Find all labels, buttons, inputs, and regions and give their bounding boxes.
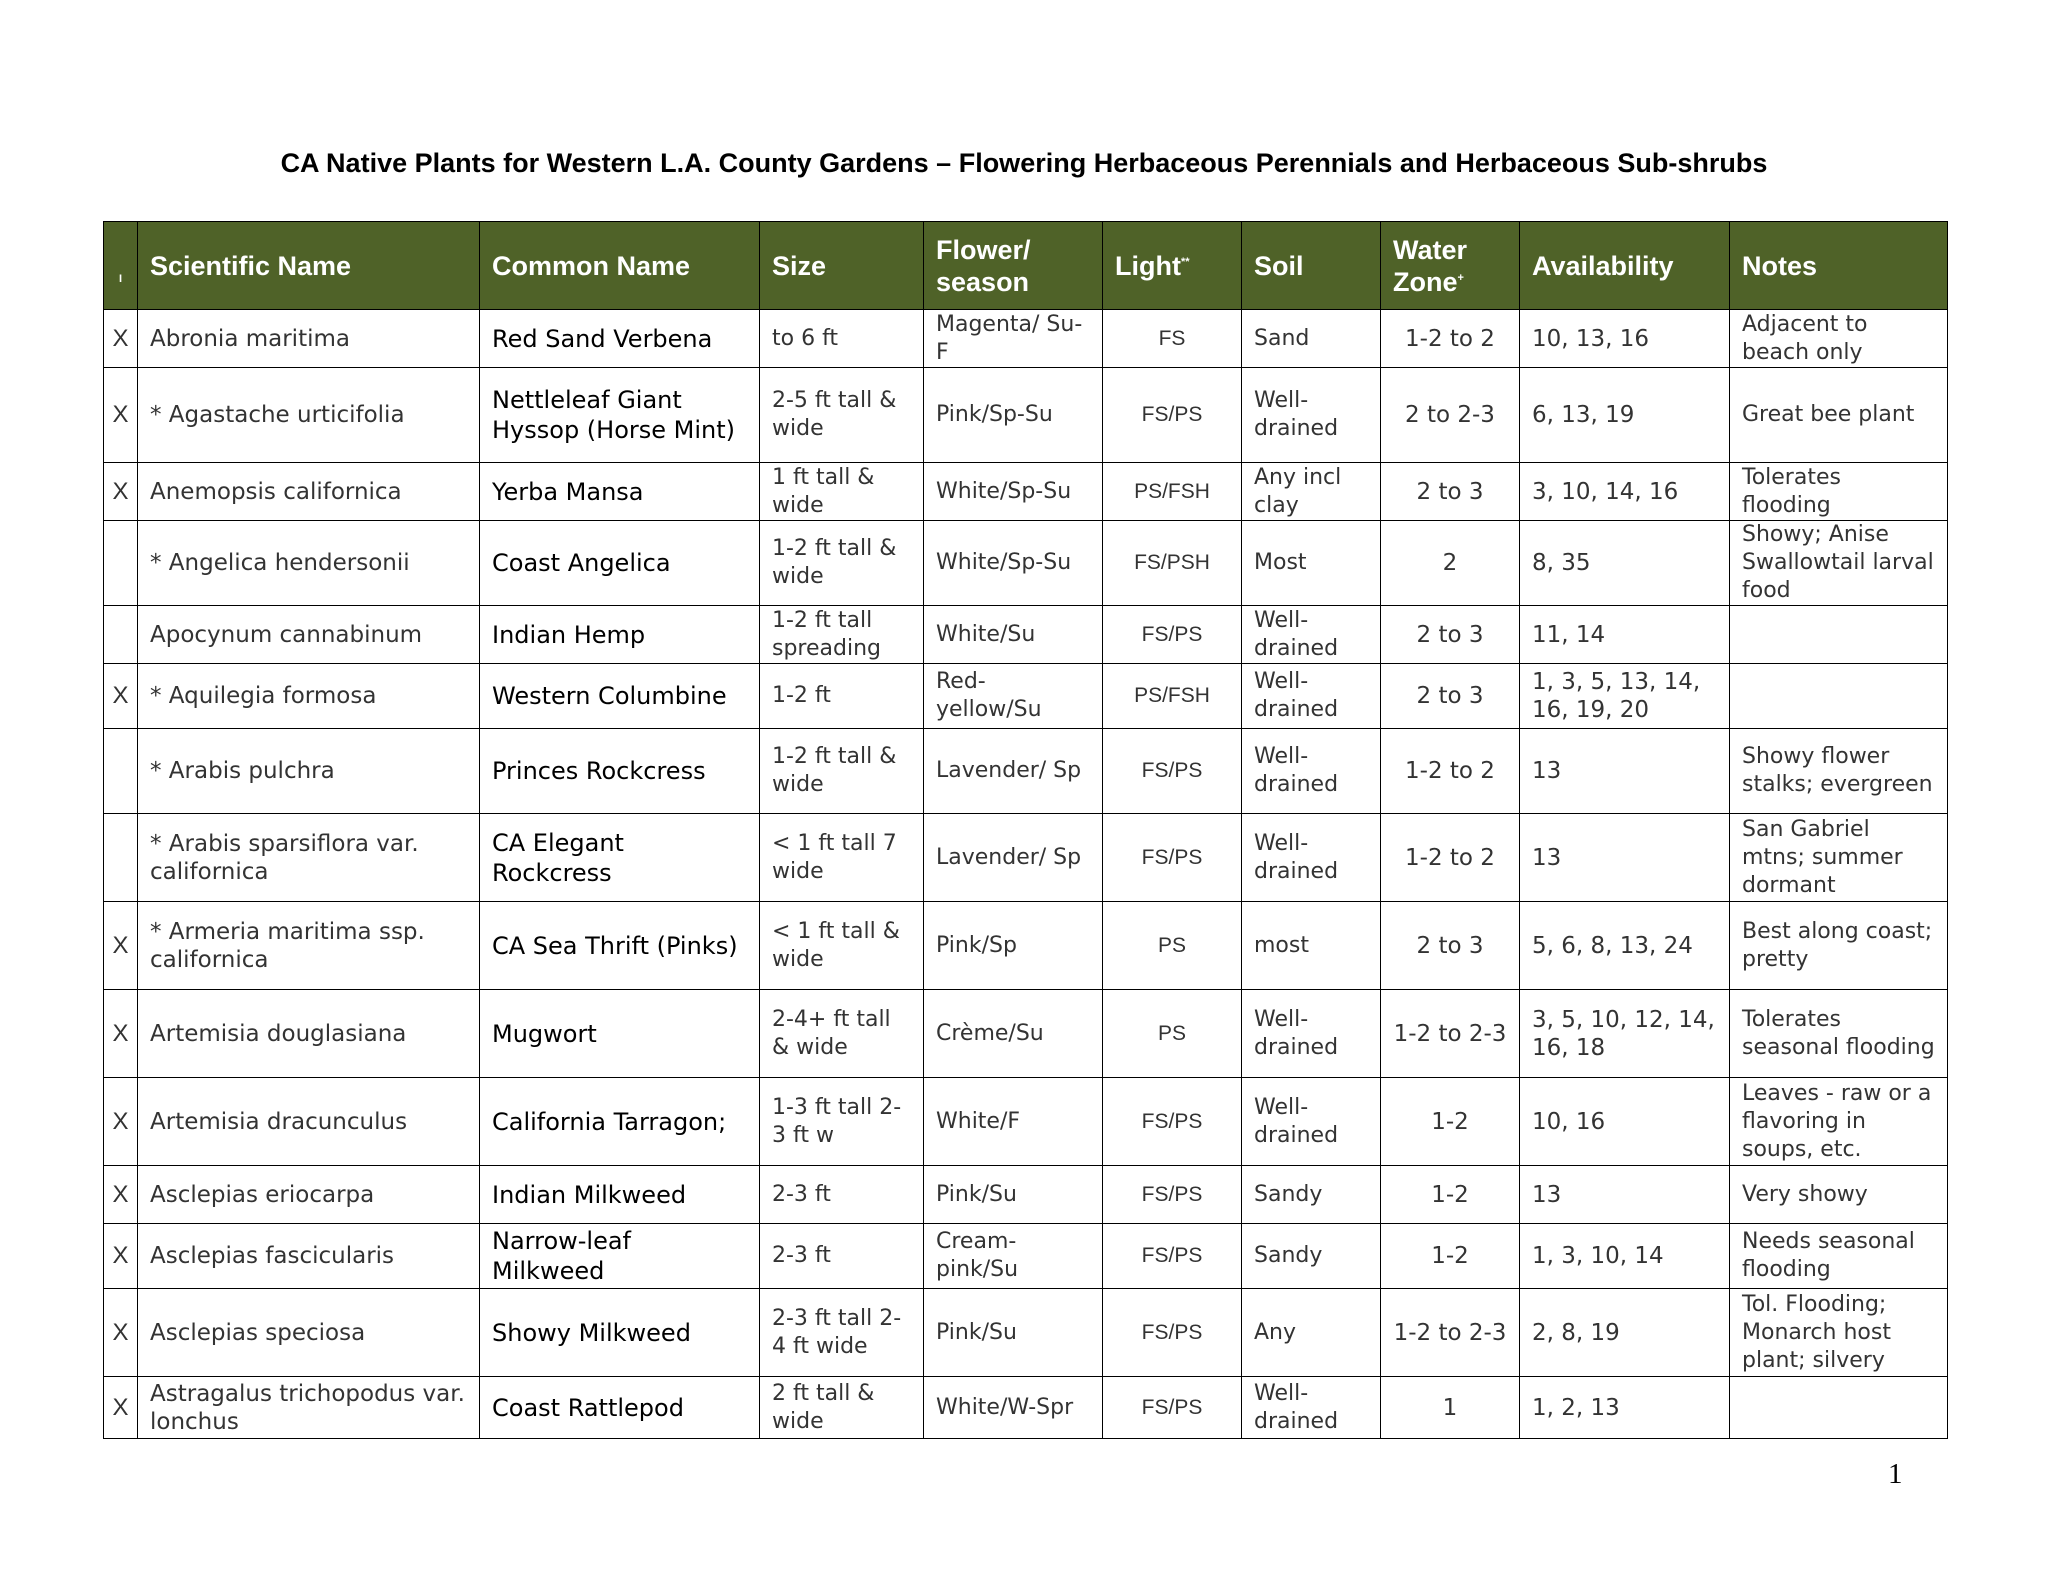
light-cell: PS [1103,990,1242,1078]
light-cell: FS/PS [1103,1078,1242,1166]
light-cell: FS/PS [1103,368,1242,463]
light-cell: FS/PS [1103,814,1242,902]
size-cell: 1-3 ft tall 2-3 ft w [760,1078,924,1166]
water-zone-cell: 1-2 to 2 [1381,729,1520,814]
scientific-name-cell: * Aquilegia formosa [138,664,480,729]
availability-cell: 6, 13, 19 [1520,368,1730,463]
scientific-name-cell: Astragalus trichopodus var. lonchus [138,1377,480,1439]
scientific-name-cell: Asclepias fascicularis [138,1224,480,1289]
row-indicator: X [104,664,138,729]
page-number: 1 [1888,1458,1903,1490]
soil-cell: Well-drained [1242,664,1381,729]
row-indicator [104,606,138,664]
scientific-name-cell: * Armeria maritima ssp. californica [138,902,480,990]
row-indicator: X [104,368,138,463]
table-row [104,990,1948,1078]
flower-season-cell: Pink/Su [924,1166,1103,1224]
availability-cell: 3, 5, 10, 12, 14, 16, 18 [1520,990,1730,1078]
header-availability: Availability [1520,222,1730,310]
water-zone-cell: 1-2 to 2 [1381,310,1520,368]
water-zone-cell: 2 to 3 [1381,664,1520,729]
size-cell: 1 ft tall & wide [760,463,924,521]
flower-season-cell: White/Sp-Su [924,521,1103,606]
notes-cell: Tol. Flooding; Monarch host plant; silvery [1730,1289,1948,1377]
notes-cell: Showy; Anise Swallowtail larval food [1730,521,1948,606]
flower-season-cell: Lavender/ Sp [924,729,1103,814]
header-flower-season [924,222,1103,310]
plant-rows [104,310,1948,1439]
water-zone-cell: 2 to 2-3 [1381,368,1520,463]
table-row [104,1166,1948,1224]
size-cell: < 1 ft tall 7 wide [760,814,924,902]
row-indicator: X [104,1166,138,1224]
common-name-cell: Indian Hemp [480,606,760,664]
availability-cell: 10, 16 [1520,1078,1730,1166]
table-row [104,1224,1948,1289]
soil-cell: Well-drained [1242,606,1381,664]
table-row [104,1289,1948,1377]
light-cell: FS/PS [1103,606,1242,664]
soil-cell: most [1242,902,1381,990]
flower-season-cell: Magenta/ Su-F [924,310,1103,368]
row-indicator [104,521,138,606]
common-name-cell: Coast Rattlepod [480,1377,760,1439]
light-cell: FS/PS [1103,1377,1242,1439]
notes-cell: Very showy [1730,1166,1948,1224]
size-cell: 2-4+ ft tall & wide [760,990,924,1078]
table-row [104,814,1948,902]
scientific-name-cell: Artemisia douglasiana [138,990,480,1078]
header-indicator: I [104,222,138,310]
notes-cell [1730,1377,1948,1439]
flower-season-cell: White/F [924,1078,1103,1166]
light-cell: FS/PS [1103,1166,1242,1224]
table-row [104,902,1948,990]
header-soil: Soil [1242,222,1381,310]
row-indicator: X [104,990,138,1078]
table-row [104,664,1948,729]
page-title: CA Native Plants for Western L.A. County Gardens – Flowering Herbaceous Perennials and Herbaceous Sub-shrubs [280,148,1768,178]
soil-cell: Well-drained [1242,368,1381,463]
scientific-name-cell: * Arabis pulchra [138,729,480,814]
table-row [104,1078,1948,1166]
availability-cell: 1, 2, 13 [1520,1377,1730,1439]
water-zone-cell: 2 to 3 [1381,463,1520,521]
availability-cell: 5, 6, 8, 13, 24 [1520,902,1730,990]
size-cell: 1-2 ft [760,664,924,729]
availability-cell: 13 [1520,814,1730,902]
flower-season-cell: White/Su [924,606,1103,664]
header-light-label: Light [1115,250,1181,281]
row-indicator: X [104,902,138,990]
header-common-name: Common Name [480,222,760,310]
notes-cell: Tolerates seasonal flooding [1730,990,1948,1078]
light-cell: FS [1103,310,1242,368]
common-name-cell: Coast Angelica [480,521,760,606]
size-cell: 1-2 ft tall & wide [760,521,924,606]
common-name-cell: California Tarragon; [480,1078,760,1166]
row-indicator [104,729,138,814]
table-row [104,521,1948,606]
water-zone-cell: 1-2 to 2-3 [1381,1289,1520,1377]
soil-cell: Well-drained [1242,1377,1381,1439]
header-light [1103,222,1242,310]
availability-cell: 8, 35 [1520,521,1730,606]
availability-cell: 2, 8, 19 [1520,1289,1730,1377]
scientific-name-cell: * Angelica hendersonii [138,521,480,606]
common-name-cell: Indian Milkweed [480,1166,760,1224]
table-row [104,310,1948,368]
availability-cell: 10, 13, 16 [1520,310,1730,368]
flower-season-cell: Pink/Sp-Su [924,368,1103,463]
water-zone-cell: 1-2 to 2 [1381,814,1520,902]
row-indicator [104,814,138,902]
header-scientific-name: Scientific Name [138,222,480,310]
scientific-name-cell: Anemopsis californica [138,463,480,521]
flower-season-cell: White/Sp-Su [924,463,1103,521]
light-cell: FS/PS [1103,1224,1242,1289]
scientific-name-cell: Apocynum cannabinum [138,606,480,664]
header-water-footnote: + [1457,271,1464,284]
scientific-name-cell: * Arabis sparsiflora var. californica [138,814,480,902]
common-name-cell: Western Columbine [480,664,760,729]
soil-cell: Well-drained [1242,729,1381,814]
notes-cell [1730,664,1948,729]
light-cell: FS/PS [1103,729,1242,814]
soil-cell: Sandy [1242,1166,1381,1224]
soil-cell: Sand [1242,310,1381,368]
soil-cell: Well-drained [1242,1078,1381,1166]
availability-cell: 3, 10, 14, 16 [1520,463,1730,521]
table-header-row [104,222,1948,310]
light-cell: FS/PS [1103,1289,1242,1377]
water-zone-cell: 1-2 [1381,1166,1520,1224]
light-cell: PS/FSH [1103,463,1242,521]
soil-cell: Any incl clay [1242,463,1381,521]
flower-season-cell: Cream-pink/Su [924,1224,1103,1289]
size-cell: 2 ft tall & wide [760,1377,924,1439]
notes-cell: San Gabriel mtns; summer dormant [1730,814,1948,902]
flower-season-cell: White/W-Spr [924,1377,1103,1439]
notes-cell: Tolerates flooding [1730,463,1948,521]
row-indicator: X [104,1078,138,1166]
soil-cell: Any [1242,1289,1381,1377]
size-cell: to 6 ft [760,310,924,368]
water-zone-cell: 1 [1381,1377,1520,1439]
scientific-name-cell: Artemisia dracunculus [138,1078,480,1166]
soil-cell: Well-drained [1242,814,1381,902]
size-cell: 2-3 ft tall 2-4 ft wide [760,1289,924,1377]
scientific-name-cell: Asclepias eriocarpa [138,1166,480,1224]
size-cell: 2-3 ft [760,1224,924,1289]
header-water-line2: Zone [1393,266,1458,297]
header-size: Size [760,222,924,310]
header-flower-line1: Flower/ [936,234,1031,265]
flower-season-cell: Crème/Su [924,990,1103,1078]
water-zone-cell: 1-2 to 2-3 [1381,990,1520,1078]
size-cell: 2-3 ft [760,1166,924,1224]
scientific-name-cell: Asclepias speciosa [138,1289,480,1377]
water-zone-cell: 2 to 3 [1381,606,1520,664]
flower-season-cell: Lavender/ Sp [924,814,1103,902]
row-indicator: X [104,1224,138,1289]
header-light-footnote: ** [1180,255,1190,268]
row-indicator: X [104,1377,138,1439]
table-row [104,368,1948,463]
availability-cell: 13 [1520,729,1730,814]
common-name-cell: Showy Milkweed [480,1289,760,1377]
size-cell: 1-2 ft tall & wide [760,729,924,814]
row-indicator: X [104,463,138,521]
availability-cell: 1, 3, 10, 14 [1520,1224,1730,1289]
scientific-name-cell: * Agastache urticifolia [138,368,480,463]
availability-cell: 11, 14 [1520,606,1730,664]
water-zone-cell: 1-2 [1381,1224,1520,1289]
table-row [104,729,1948,814]
soil-cell: Sandy [1242,1224,1381,1289]
light-cell: PS [1103,902,1242,990]
flower-season-cell: Pink/Su [924,1289,1103,1377]
soil-cell: Well-drained [1242,990,1381,1078]
water-zone-cell: 2 [1381,521,1520,606]
light-cell: FS/PSH [1103,521,1242,606]
common-name-cell: Yerba Mansa [480,463,760,521]
water-zone-cell: 1-2 [1381,1078,1520,1166]
notes-cell: Leaves - raw or a flavoring in soups, etc. [1730,1078,1948,1166]
common-name-cell: Red Sand Verbena [480,310,760,368]
notes-cell: Showy flower stalks; evergreen [1730,729,1948,814]
table-row [104,1377,1948,1439]
row-indicator: X [104,1289,138,1377]
size-cell: 1-2 ft tall spreading [760,606,924,664]
header-water-zone [1381,222,1520,310]
row-indicator: X [104,310,138,368]
header-water-line1: Water [1393,234,1468,265]
plants-table [103,221,1948,1439]
common-name-cell: CA Elegant Rockcress [480,814,760,902]
notes-cell: Great bee plant [1730,368,1948,463]
common-name-cell: CA Sea Thrift (Pinks) [480,902,760,990]
water-zone-cell: 2 to 3 [1381,902,1520,990]
common-name-cell: Mugwort [480,990,760,1078]
notes-cell: Adjacent to beach only [1730,310,1948,368]
scientific-name-cell: Abronia maritima [138,310,480,368]
size-cell: 2-5 ft tall & wide [760,368,924,463]
availability-cell: 1, 3, 5, 13, 14, 16, 19, 20 [1520,664,1730,729]
availability-cell: 13 [1520,1166,1730,1224]
light-cell: PS/FSH [1103,664,1242,729]
common-name-cell: Princes Rockcress [480,729,760,814]
notes-cell [1730,606,1948,664]
table-row [104,463,1948,521]
common-name-cell: Nettleleaf Giant Hyssop (Horse Mint) [480,368,760,463]
size-cell: < 1 ft tall & wide [760,902,924,990]
header-notes: Notes [1730,222,1948,310]
notes-cell: Needs seasonal flooding [1730,1224,1948,1289]
header-flower-line2: season [936,266,1030,297]
flower-season-cell: Pink/Sp [924,902,1103,990]
soil-cell: Most [1242,521,1381,606]
table-row [104,606,1948,664]
flower-season-cell: Red-yellow/Su [924,664,1103,729]
notes-cell: Best along coast; pretty [1730,902,1948,990]
common-name-cell: Narrow-leaf Milkweed [480,1224,760,1289]
